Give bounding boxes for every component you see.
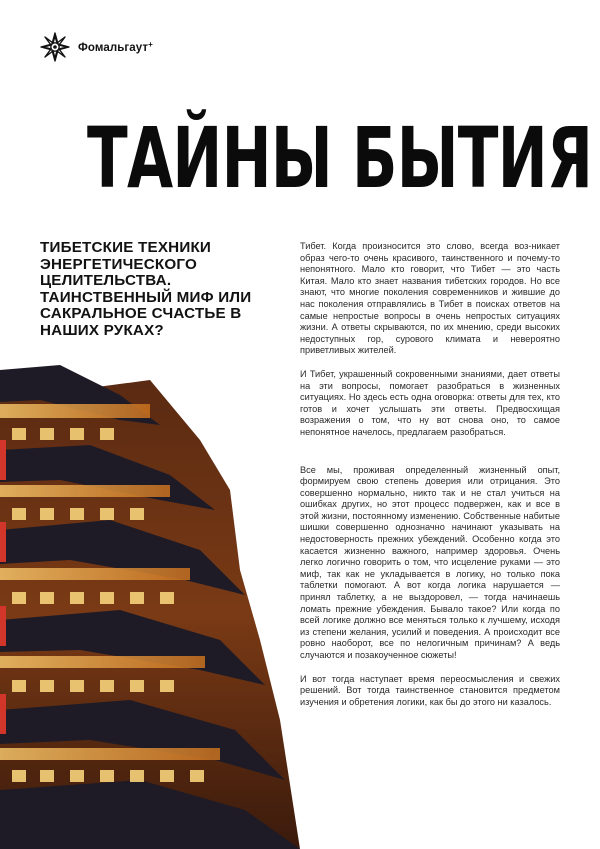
body-paragraph: Все мы, проживая определенный жизненный опыт, формируем свою степень доверия или отрицания. Это совершенно нормально, никто так и не стал учиться на ошибках других, но этот процесс подвержен, как и все в этой жизни, постоянному изменению. Собственные набитые шишки совершенно однозначно начинают указывать на недостоверность прежних убеждений. Особенно когда это касается жизненно важного, например здоровья. Очень легко логично говорить о том, что исцеление руками — это миф, так как не укладывается в логику, но только пока таблетки помогают. А вот когда логика нарушается — принял таблетку, а не выздоровел, — тогда начинаешь ломать прежние убеждения. Бывало такое? Или когда по всей логике должно все меняться только к лучшему, исходя из степени желания, усилий и поведения. А происходит все ровно наоборот, все по нелогичным причинам? А ведь случаются и позакоученное сюжеты! [300, 464, 560, 660]
brand-name: Фомальгаут+ [78, 40, 153, 54]
star-compass-icon [40, 32, 70, 62]
article-lede: ТИБЕТСКИЕ ТЕХНИКИ ЭНЕРГЕТИЧЕСКОГО ЦЕЛИТЕЛЬСТВА. ТАИНСТВЕННЫЙ МИФ ИЛИ САКРАЛЬНОЕ СЧАСТЬЕ В НАШИХ РУКАХ? [40, 239, 252, 339]
pagoda-illustration [0, 340, 300, 849]
article-body [300, 241, 560, 720]
brand-logo [40, 33, 153, 61]
brand-mark: + [148, 40, 153, 49]
body-paragraph: И Тибет, украшенный сокровенными знаниями, дает ответы на эти вопросы, помогает разобраться в жизненных ситуациях. Но здесь есть одна оговорка: ответы для тех, кто готов и хочет услышать эти ответы. Предвосхищая возражения о том, что ну вот снова оно, то самое непонятное начелось, предлагаем разобраться. [300, 368, 560, 437]
body-paragraph: И вот тогда наступает время переосмысления и свежих решений. Вот тогда таинственное становится предметом изучения и обретения логики, как бы до этого ни казалось. [300, 673, 560, 707]
body-paragraph: Тибет. Когда произносится это слово, всегда воз-никает образ чего-то очень красивого, таинственного и почему-то непонятного. Мало кто говорит, что Тибет — это часть Китая. Мало кто знает названия тибетских городов. Но все знают, что многие поколения современников и жившие до нас поколения отправлялись в Тибет в поисках ответов на самые непростые вопросы в очень непростых ситуациях жизни. А ответы скрываются, по их мнению, среди высоких недоступных гор, сурового климата и невероятно приветливых жителей. [300, 241, 560, 356]
article-title: ТАЙНЫ БЫТИЯ [87, 109, 593, 207]
